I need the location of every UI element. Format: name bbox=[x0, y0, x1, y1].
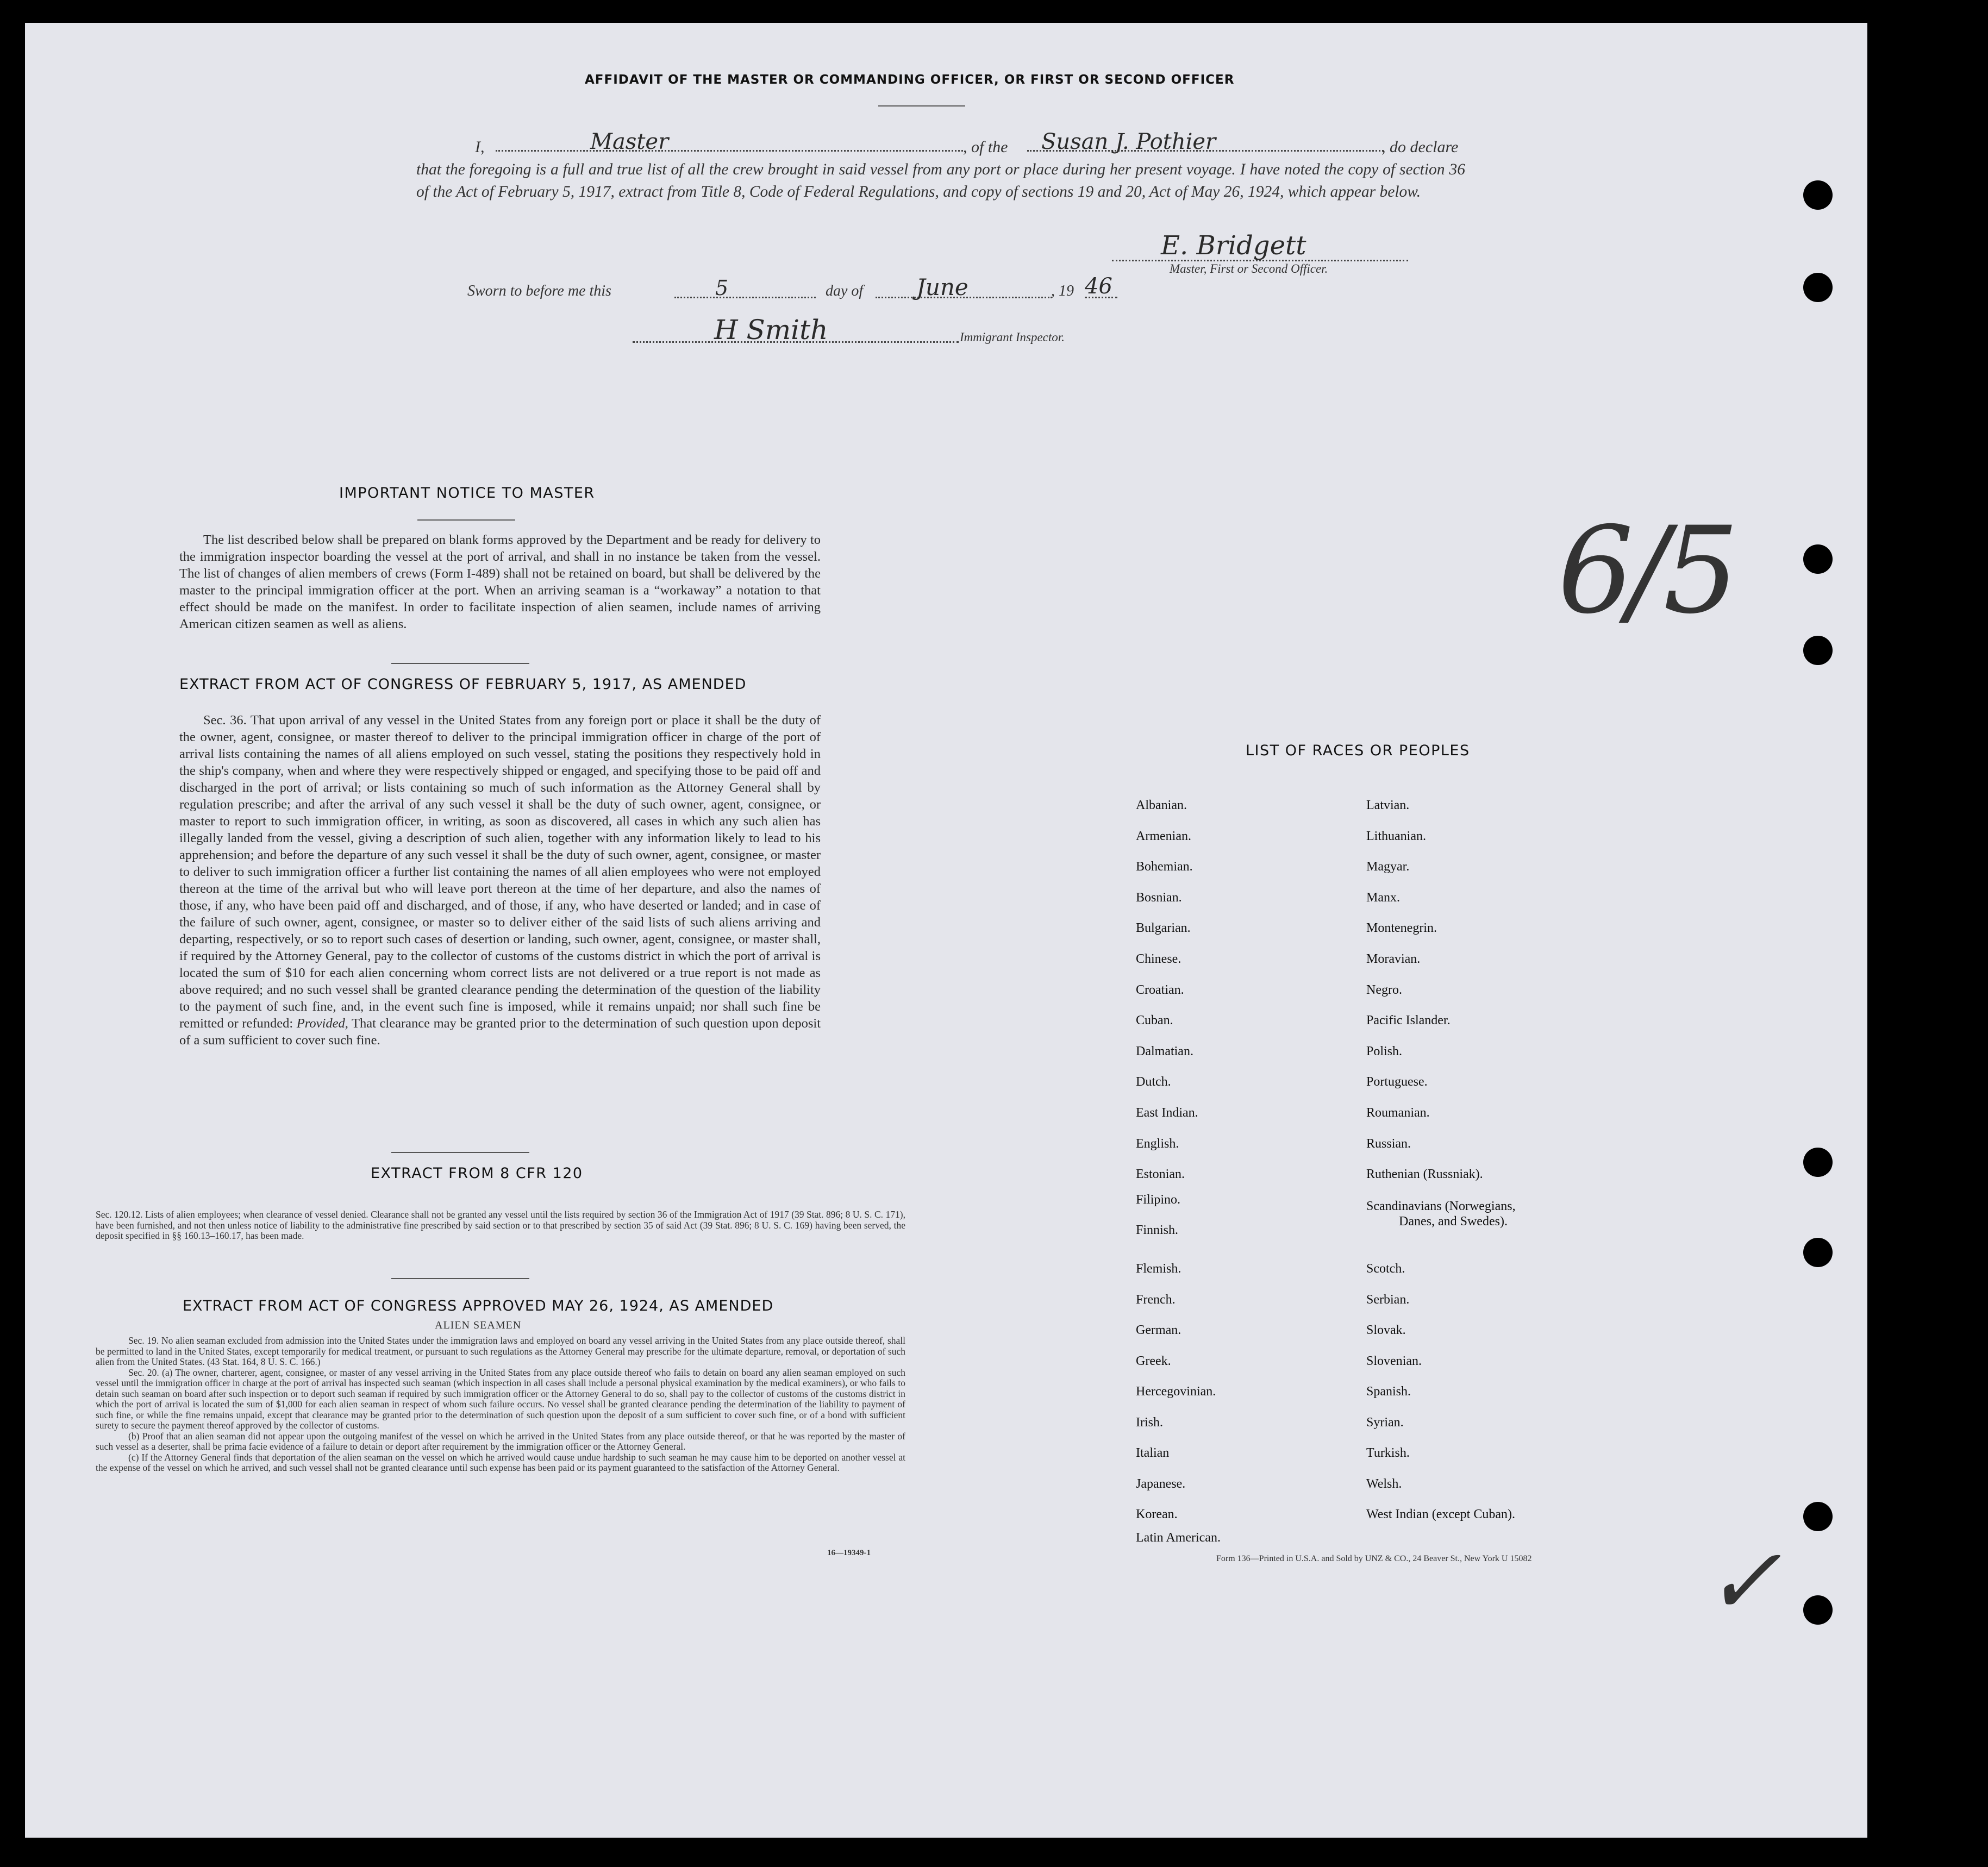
race-item: Negro. bbox=[1366, 982, 1402, 997]
extract-1924-subtitle: ALIEN SEAMEN bbox=[435, 1319, 522, 1331]
race-item: Moravian. bbox=[1366, 952, 1421, 966]
of-the-label: , of the bbox=[963, 138, 1008, 156]
race-item: Latin American. bbox=[1136, 1531, 1221, 1545]
signature-line bbox=[1112, 260, 1408, 261]
extract-cfr-title: EXTRACT FROM 8 CFR 120 bbox=[371, 1165, 583, 1182]
proviso-label: Provided, bbox=[296, 1016, 348, 1031]
race-item: Greek. bbox=[1136, 1354, 1171, 1368]
day-of-label: day of bbox=[826, 283, 864, 299]
punch-hole bbox=[1803, 180, 1833, 210]
race-item: Bohemian. bbox=[1136, 860, 1193, 874]
extract-1924-text bbox=[96, 1336, 905, 1474]
race-item: Latvian. bbox=[1366, 798, 1410, 812]
extract-cfr-text: Sec. 120.12. Lists of alien employees; when clearance of vessel denied. Clearance shall not be granted any vessel until the lists required by section 36 of the Immigration Act of 1917 (39 Stat. 896; 8 U. S. C. 171), have been furnished, and not then unless notice of liability to the administrative fine prescribed by said section or to that prescribed by section 35 of said Act (39 Stat. 896; 8 U. S. C. 169) having been served, the deposit specified in §§ 160.13–160.17, has been made. bbox=[96, 1209, 905, 1241]
race-item: Finnish. bbox=[1136, 1223, 1179, 1237]
race-item: Flemish. bbox=[1136, 1262, 1181, 1276]
inspector-caption: Immigrant Inspector. bbox=[960, 330, 1065, 344]
race-item: Dutch. bbox=[1136, 1075, 1171, 1089]
race-item: Dalmatian. bbox=[1136, 1044, 1193, 1058]
extract-1917-end-rule bbox=[391, 1152, 529, 1153]
race-scandinavians-cont: Danes, and Swedes). bbox=[1399, 1214, 1508, 1229]
notice-end-rule bbox=[391, 663, 529, 664]
race-item: Croatian. bbox=[1136, 982, 1184, 997]
race-item: Irish. bbox=[1136, 1415, 1163, 1430]
race-item: Filipino. bbox=[1136, 1193, 1181, 1207]
handwritten-day: 5 bbox=[715, 276, 729, 300]
race-item: Armenian. bbox=[1136, 829, 1191, 843]
race-item: Chinese. bbox=[1136, 952, 1181, 966]
notice-title: IMPORTANT NOTICE TO MASTER bbox=[339, 485, 595, 502]
document-page bbox=[25, 23, 1867, 1838]
punch-hole bbox=[1803, 544, 1833, 574]
do-declare-label: , do declare bbox=[1381, 138, 1459, 156]
sec20b-text: (b) Proof that an alien seaman did not appear upon the outgoing manifest of the vessel on which he arrived in the United States from any place outside thereof, or that he was reported by the master of such vessel as a deserter, shall be prima facie evidence of a failure to detain or deport after requirement by the immigration officer or the Attorney General. bbox=[96, 1430, 905, 1452]
punch-hole bbox=[1803, 1595, 1833, 1625]
affidavit-body: that the foregoing is a full and true list of all the crew brought in said vessel from any port or place during her present voyage. I have noted the copy of section 36 of the Act of February 5, 1917, extract from Title 8, Code of Federal Regulations, and copy of sections 19 and 20, Act of May 26, 1924, which appear below. bbox=[416, 161, 1465, 201]
race-item: Lithuanian. bbox=[1366, 829, 1426, 843]
extract-cfr-end-rule bbox=[391, 1278, 529, 1279]
race-item: German. bbox=[1136, 1323, 1181, 1337]
handwritten-month: June bbox=[916, 274, 968, 300]
race-item: Polish. bbox=[1366, 1044, 1403, 1058]
race-item: Roumanian. bbox=[1366, 1106, 1430, 1120]
race-item: Slovenian. bbox=[1366, 1354, 1422, 1368]
sec19-text: Sec. 19. No alien seaman excluded from admission into the United States under the immigration laws and employed on board any vessel arriving in the United States from any place outside thereof, shall be permitted to land in the United States, except temporarily for medical treatment, or pursuant to such regulations as the Attorney General may prescribe for the ultimate departure, removal, or deportation of such alien from the United States. (43 Stat. 164, 8 U. S. C. 166.) bbox=[96, 1335, 905, 1367]
sec20a-text: Sec. 20. (a) The owner, charterer, agent, consignee, or master of any vessel arriving in the United States from any place outside thereof who fails to detain on board any alien seaman employed on such vessel until the immigration officer in charge at the port of arrival has inspected such seaman (which inspection in all cases shall include a personal physical examination by the medical examiners), or who fails to detain such seaman on board after such inspection or to deport such seaman if required by such immigration officer or the Attorney General to do so, shall pay to the collector of customs of the customs district in which the port of arrival is located the sum of $1,000 for each alien seaman in respect of whom such failure occurs. No vessel shall be granted clearance pending the determination of the liability to payment of such fine, or while the fine remains unpaid, except that clearance may be granted prior to the determination of such question upon the deposit of a sum sufficient to cover such fine, or of a bond with sufficient surety to secure the payment thereof approved by the collector of customs. bbox=[96, 1367, 905, 1431]
race-item: Italian bbox=[1136, 1446, 1170, 1460]
punch-hole bbox=[1803, 273, 1833, 302]
race-item: Portuguese. bbox=[1366, 1075, 1428, 1089]
race-item: Estonian. bbox=[1136, 1167, 1185, 1182]
race-item: Hercegovinian. bbox=[1136, 1384, 1216, 1399]
sec20c-text: (c) If the Attorney General finds that deportation of the alien seaman on the vessel on which he arrived would cause undue hardship to such seaman he may cause him to be deported on another vessel at the expense of the vessel on which he arrived, and such vessel shall not be granted clearance until such expense has been paid or its payment guaranteed to the satisfaction of the Attorney General. bbox=[96, 1451, 905, 1473]
extract-1917-text bbox=[179, 712, 821, 1049]
race-item: Cuban. bbox=[1136, 1013, 1173, 1028]
punch-hole bbox=[1803, 1502, 1833, 1531]
race-item: Japanese. bbox=[1136, 1476, 1186, 1491]
affidavit-i-label: I, bbox=[475, 138, 485, 156]
handwritten-name: Master bbox=[590, 129, 669, 154]
day-line bbox=[674, 297, 816, 298]
race-item: Spanish. bbox=[1366, 1384, 1411, 1399]
race-item: Scandinavians (Norwegians, bbox=[1366, 1199, 1516, 1213]
punch-hole bbox=[1803, 1238, 1833, 1267]
race-item: Ruthenian (Russniak). bbox=[1366, 1167, 1483, 1182]
handwritten-inspector: H Smith bbox=[714, 314, 828, 346]
race-item: Bosnian. bbox=[1136, 890, 1182, 905]
extract-1924-title: EXTRACT FROM ACT OF CONGRESS APPROVED MAY 26, 1924, AS AMENDED bbox=[183, 1298, 774, 1314]
race-item: Montenegrin. bbox=[1366, 921, 1437, 936]
race-item: Manx. bbox=[1366, 890, 1400, 905]
form-code: 16—19349-1 bbox=[827, 1549, 871, 1557]
master-signature: E. Bridgett bbox=[1161, 230, 1306, 261]
sec36-label: Sec. 36. bbox=[203, 713, 247, 728]
notice-rule bbox=[417, 519, 515, 521]
race-item: Pacific Islander. bbox=[1366, 1013, 1451, 1028]
proviso-body: That clearance may be granted prior to the determination of such question upon deposit of a sum sufficient to cover such fine. bbox=[179, 1016, 821, 1048]
punch-hole bbox=[1803, 1148, 1833, 1177]
handwritten-vessel: Susan J. Pothier bbox=[1041, 129, 1216, 154]
extract-1917-title: EXTRACT FROM ACT OF CONGRESS OF FEBRUARY 5, 1917, AS AMENDED bbox=[179, 676, 747, 693]
year-label: , 19 bbox=[1051, 283, 1074, 299]
race-item: Bulgarian. bbox=[1136, 921, 1191, 936]
check-mark-annotation: ✓ bbox=[1704, 1528, 1782, 1636]
name-line bbox=[496, 150, 963, 152]
race-item: Albanian. bbox=[1136, 798, 1187, 812]
race-item: Scotch. bbox=[1366, 1262, 1405, 1276]
race-item: French. bbox=[1136, 1292, 1176, 1307]
notice-body: The list described below shall be prepared on blank forms approved by the Department and be ready for delivery to the immigration inspector boarding the vessel at the port of arrival, and shall in no instance be taken from the vessel. The list of changes of alien members of crews (Form I-489) shall not be retained on board, but shall be delivered by the master to the principal immigration officer at the port. When an arriving seaman is a “workaway” a notation to that effect should be made on the manifest. In order to facilitate inspection of alien seamen, include names of arriving American citizen seamen as well as aliens. bbox=[179, 532, 821, 631]
race-item: Syrian. bbox=[1366, 1415, 1404, 1430]
sworn-label: Sworn to before me this bbox=[467, 283, 611, 299]
form-footer: Form 136—Printed in U.S.A. and Sold by UNZ & CO., 24 Beaver St., New York U 15082 bbox=[1216, 1554, 1532, 1563]
race-item: Magyar. bbox=[1366, 860, 1410, 874]
race-item: Korean. bbox=[1136, 1507, 1178, 1521]
sec36-body: That upon arrival of any vessel in the United States from any foreign port or place it shall be the duty of the owner, agent, consignee, or master thereof to deliver to the principal immigration officer in charge of the port of arrival lists containing the names of all aliens employed on such vessel, stating the positions they respectively hold in the ship's company, when and where they were respectively shipped or engaged, and specifying those to be paid off and discharged in the port of arrival; or lists containing so much of such information as the Attorney General shall by regulation prescribe; and after the arrival of any such vessel it shall be the duty of such owner, agent, consignee, or master to report to such immigration officer, in writing, as soon as discovered, all cases in which any such alien has illegally landed from the vessel, giving a description of such alien, together with any information likely to lead to his apprehension; and before the departure of any such vessel it shall be the duty of such owner, agent, consignee, or master to deliver to such immigration officer a further list containing the names of all alien employees who were not employed thereon at the time of the arrival but who will leave port thereon at the time of her departure, and also the names of those, if any, who have been paid off and discharged, and of those, if any, who have deserted or landed; and in case of the failure of such owner, agent, consignee, or master so to deliver either of the said lists of such aliens arriving and departing, respectively, or so to report such cases of desertion or landing, such owner, agent, consignee, or master shall, if required by the Attorney General, pay to the collector of customs of the customs district in which the port of arrival is located the sum of $10 for each alien concerning whom correct lists are not delivered or a true report is not made as above required; and no such vessel shall be granted clearance pending the determination of the question of the liability to the payment of such fine, and, in the event such fine is imposed, while it remains unpaid; nor shall such fine be remitted or refunded: bbox=[179, 713, 821, 1031]
race-item: Russian. bbox=[1366, 1136, 1411, 1151]
race-item: Slovak. bbox=[1366, 1323, 1406, 1337]
punch-hole bbox=[1803, 636, 1833, 665]
races-title: LIST OF RACES OR PEOPLES bbox=[1246, 742, 1470, 759]
title-rule bbox=[878, 105, 965, 106]
page-mark-annotation: 6/5 bbox=[1558, 501, 1734, 640]
master-role-caption: Master, First or Second Officer. bbox=[1170, 262, 1328, 275]
handwritten-year: 46 bbox=[1085, 274, 1112, 299]
race-item: East Indian. bbox=[1136, 1106, 1198, 1120]
affidavit-title: AFFIDAVIT OF THE MASTER OR COMMANDING OFFICER, OR FIRST OR SECOND OFFICER bbox=[585, 73, 1235, 87]
notice-text bbox=[179, 531, 821, 632]
race-item: Welsh. bbox=[1366, 1476, 1402, 1491]
race-item: Serbian. bbox=[1366, 1292, 1410, 1307]
race-item: West Indian (except Cuban). bbox=[1366, 1507, 1515, 1521]
race-item: English. bbox=[1136, 1136, 1179, 1151]
race-item: Turkish. bbox=[1366, 1446, 1410, 1460]
